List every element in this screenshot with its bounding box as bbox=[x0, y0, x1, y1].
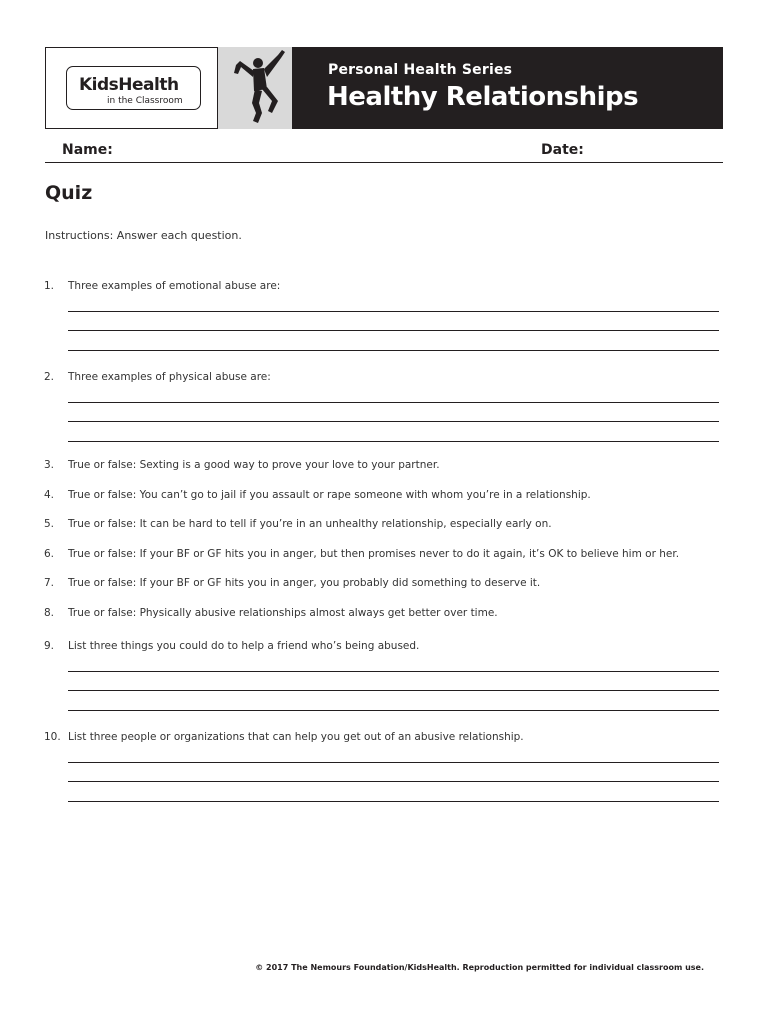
question-number: 4. bbox=[44, 489, 55, 501]
question-number: 7. bbox=[44, 577, 55, 589]
question-number: 6. bbox=[44, 548, 55, 560]
question-text: True or false: Sexting is a good way to prove your love to your partner. bbox=[68, 459, 440, 471]
section-title: Quiz bbox=[45, 182, 93, 204]
answer-line[interactable] bbox=[68, 762, 719, 763]
question-number: 9. bbox=[44, 640, 55, 652]
series-label: Personal Health Series bbox=[328, 62, 513, 78]
logo-wordmark: KidsHealth bbox=[79, 75, 179, 95]
question-text: Three examples of emotional abuse are: bbox=[68, 280, 281, 292]
question-number: 8. bbox=[44, 607, 55, 619]
answer-line[interactable] bbox=[68, 421, 719, 422]
answer-line[interactable] bbox=[68, 402, 719, 403]
question-number: 10. bbox=[44, 731, 61, 743]
date-label: Date: bbox=[541, 142, 584, 158]
question-number: 2. bbox=[44, 371, 55, 383]
copyright-footer: © 2017 The Nemours Foundation/KidsHealth. Reproduction permitted for individual classroom use. bbox=[255, 963, 704, 972]
logo-panel bbox=[45, 47, 218, 129]
name-date-write-line[interactable] bbox=[45, 162, 723, 163]
answer-line[interactable] bbox=[68, 311, 719, 312]
question-text: True or false: If your BF or GF hits you in anger, but then promises never to do it again, it’s OK to believe him or her. bbox=[68, 548, 680, 560]
question-text: True or false: It can be hard to tell if you’re in an unhealthy relationship, especially early on. bbox=[68, 518, 552, 530]
logo-tagline: in the Classroom bbox=[107, 96, 183, 106]
answer-line[interactable] bbox=[68, 441, 719, 442]
question-text: True or false: If your BF or GF hits you in anger, you probably did something to deserve it. bbox=[68, 577, 541, 589]
instructions-text: Instructions: Answer each question. bbox=[45, 229, 242, 242]
answer-line[interactable] bbox=[68, 710, 719, 711]
answer-line[interactable] bbox=[68, 801, 719, 802]
question-number: 5. bbox=[44, 518, 55, 530]
answer-line[interactable] bbox=[68, 671, 719, 672]
question-text: List three things you could do to help a friend who’s being abused. bbox=[68, 640, 420, 652]
jumping-person-illustration bbox=[218, 47, 292, 129]
answer-line[interactable] bbox=[68, 690, 719, 691]
jumping-person-icon bbox=[218, 47, 292, 129]
question-text: Three examples of physical abuse are: bbox=[68, 371, 271, 383]
header-banner bbox=[45, 47, 723, 129]
page-title: Healthy Relationships bbox=[327, 82, 639, 112]
name-label: Name: bbox=[62, 142, 113, 158]
question-number: 1. bbox=[44, 280, 55, 292]
question-number: 3. bbox=[44, 459, 55, 471]
question-text: List three people or organizations that can help you get out of an abusive relationship. bbox=[68, 731, 524, 743]
question-text: True or false: Physically abusive relationships almost always get better over time. bbox=[68, 607, 498, 619]
question-text: True or false: You can’t go to jail if you assault or rape someone with whom you’re in a relationship. bbox=[68, 489, 591, 501]
answer-line[interactable] bbox=[68, 781, 719, 782]
answer-line[interactable] bbox=[68, 330, 719, 331]
answer-line[interactable] bbox=[68, 350, 719, 351]
kidshealth-logo bbox=[66, 66, 201, 110]
